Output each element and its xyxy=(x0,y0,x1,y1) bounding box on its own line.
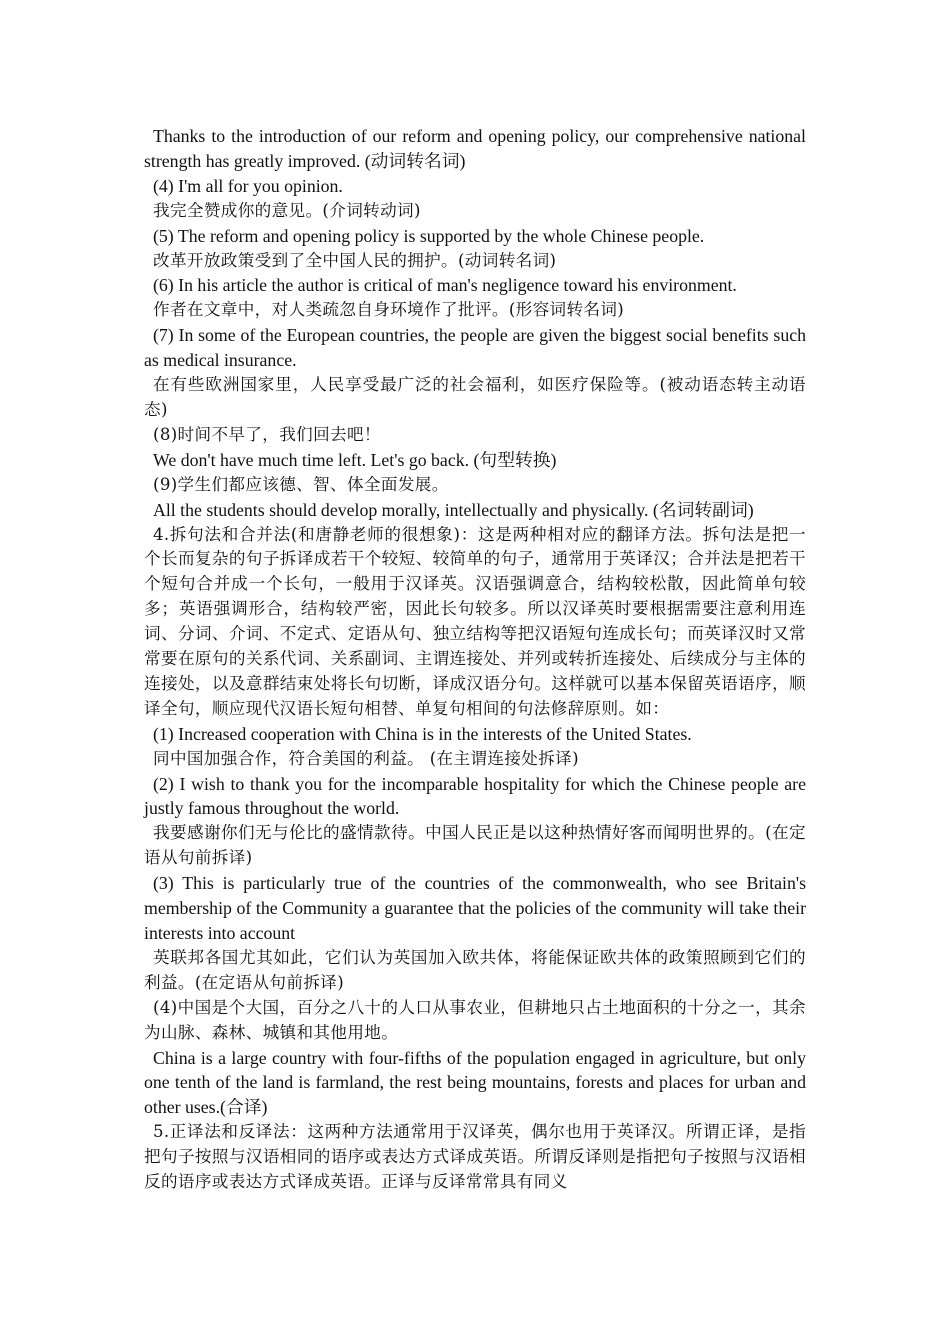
document-page xyxy=(144,124,806,1195)
paragraph: (9)学生们都应该德、智、体全面发展。 xyxy=(153,474,449,494)
paragraph: 5.正译法和反译法：这两种方法通常用于汉译英，偶尔也用于英译汉。所谓正译，是指把句子按照与汉语相同的语序或表达方式译成英语。所谓反译则是指把句子按照与汉语相反的语序或表达方式译成英语。正译与反译常常具有同义 xyxy=(144,1122,806,1192)
paragraph: (4) I'm all for you opinion. xyxy=(153,175,343,196)
paragraph: 在有些欧洲国家里，人民享受最广泛的社会福利，如医疗保险等。(被动语态转主动语态) xyxy=(144,375,806,419)
paragraph: 作者在文章中，对人类疏忽自身环境作了批评。(形容词转名词) xyxy=(153,300,625,320)
paragraph: (5) The reform and opening policy is supported by the whole Chinese people. xyxy=(153,225,705,246)
paragraph: (3) This is particularly true of the countries of the commonwealth, who see Britain's membership of the Community a guarantee that the policies of the community will take their interests into account xyxy=(144,873,806,943)
paragraph: All the students should develop morally, intellectually and physically. (名词转副词) xyxy=(153,499,754,520)
paragraph: (1) Increased cooperation with China is in the interests of the United States. xyxy=(153,723,692,744)
paragraph: 改革开放政策受到了全中国人民的拥护。(动词转名词) xyxy=(153,250,557,270)
paragraph: 4.拆句法和合并法(和唐静老师的很想象)：这是两种相对应的翻译方法。拆句法是把一个长而复杂的句子拆译成若干个较短、较简单的句子，通常用于英译汉；合并法是把若干个短句合并成一个长句，一般用于汉译英。汉语强调意合，结构较松散，因此简单句较多；英语强调形合，结构较严密，因此长句较多。所以汉译英时要根据需要注意利用连词、分词、介词、不定式、定语从句、独立结构等把汉语短句连成长句；而英译汉时又常常要在原句的关系代词、关系副词、主谓连接处、并列或转折连接处、后续成分与主体的连接处，以及意群结束处将长句切断，译成汉语分句。这样就可以基本保留英语语序，顺译全句，顺应现代汉语长短句相替、单复句相间的句法修辞原则。如： xyxy=(144,524,806,718)
paragraph: 英联邦各国尤其如此，它们认为英国加入欧共体，将能保证欧共体的政策照顾到它们的利益。(在定语从句前拆译) xyxy=(144,947,806,992)
paragraph: (6) In his article the author is critical of man's negligence toward his environment. xyxy=(153,275,737,296)
paragraph: 我要感谢你们无与伦比的盛情款待。中国人民正是以这种热情好客而闻明世界的。(在定语从句前拆译) xyxy=(144,823,806,868)
paragraph: (7) In some of the European countries, the people are given the biggest social benefits such as medical insurance. xyxy=(144,325,806,371)
paragraph: (2) I wish to thank you for the incomparable hospitality for which the Chinese people are justly famous throughout the world. xyxy=(144,773,806,819)
paragraph: Thanks to the introduction of our reform and opening policy, our comprehensive national strength has greatly improved. (动词转名词) xyxy=(144,126,806,171)
paragraph: 我完全赞成你的意见。(介词转动词) xyxy=(153,200,421,220)
paragraph: (4)中国是个大国，百分之八十的人口从事农业，但耕地只占土地面积的十分之一，其余为山脉、森林、城镇和其他用地。 xyxy=(144,997,806,1042)
paragraph: We don't have much time left. Let's go back. (句型转换) xyxy=(153,449,557,470)
paragraph: 同中国加强合作，符合美国的利益。 (在主谓连接处拆译) xyxy=(153,748,579,768)
paragraph: (8)时间不早了，我们回去吧！ xyxy=(153,424,381,444)
paragraph: China is a large country with four-fifths of the population engaged in agriculture, but only one tenth of the land is farmland, the rest being mountains, forests and places for urban and other uses.(合译) xyxy=(144,1047,806,1118)
